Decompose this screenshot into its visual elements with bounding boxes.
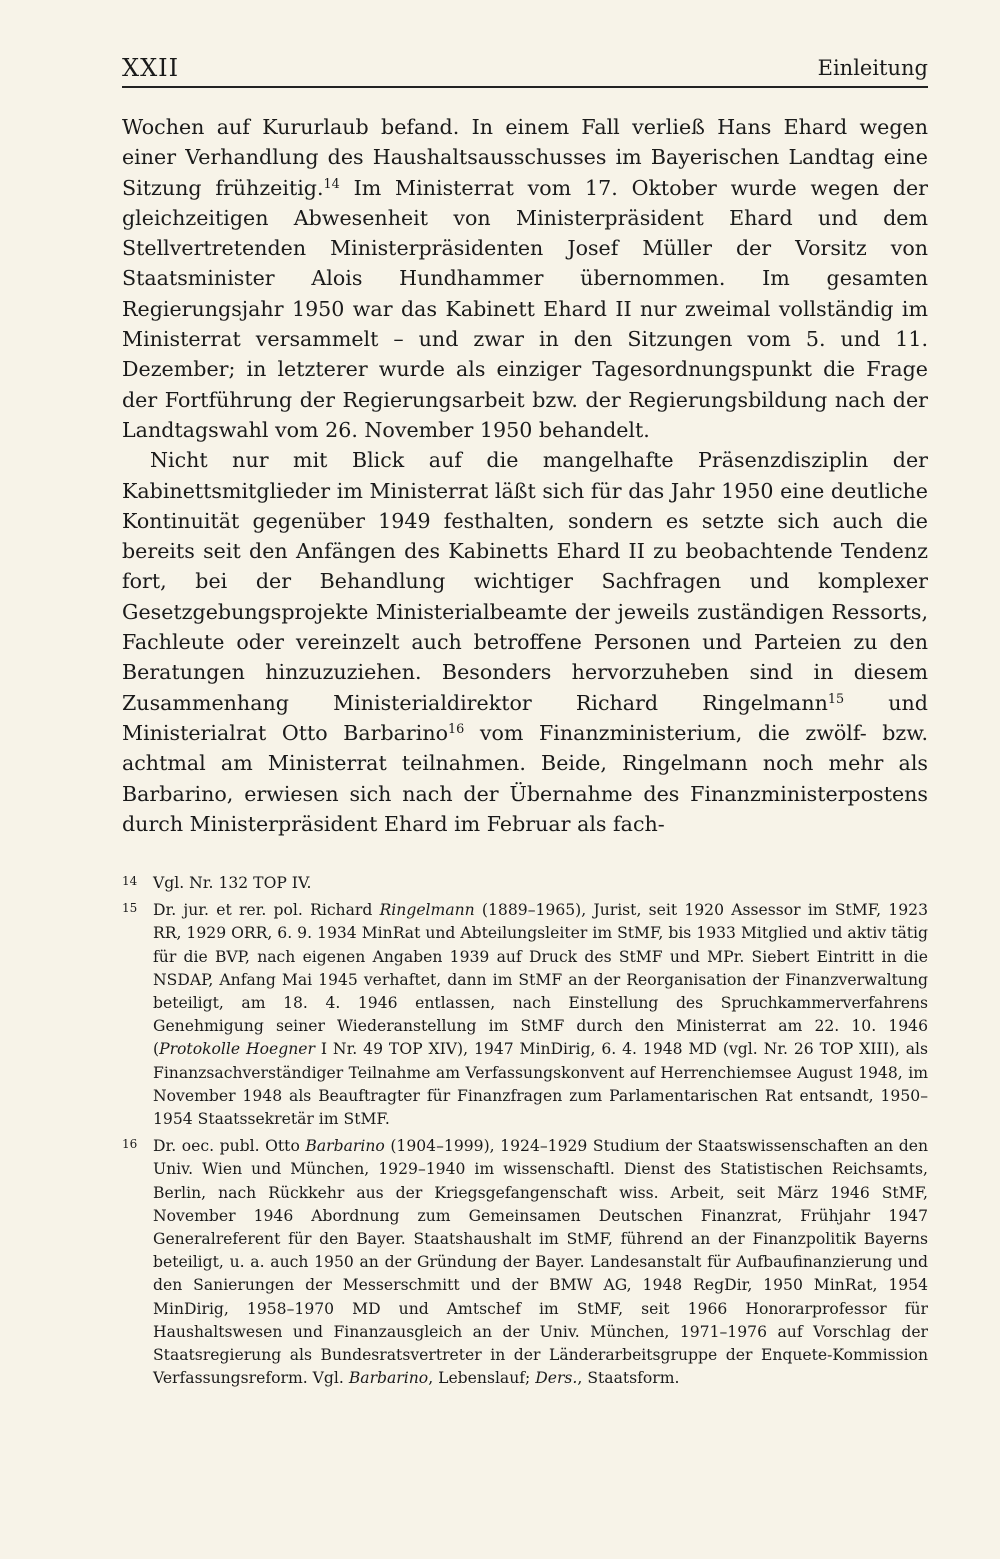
running-title: Einleitung [817,56,928,80]
footnote-16-citation: Ders. [535,1369,578,1388]
page-number: XXII [122,54,180,82]
footnote-15-name: Ringelmann [379,901,475,920]
footnote-mark-16: 16 [122,1137,138,1152]
footnotes [122,872,928,1394]
paragraph-2 [122,445,928,839]
footnote-15 [122,899,928,1131]
footnote-15-text-a: Dr. jur. et rer. pol. Richard [153,901,380,920]
footnote-ref-14: 14 [323,176,340,192]
footnote-ref-16: 16 [448,721,465,737]
footnote-mark-15: 15 [122,901,138,916]
footnote-14-text: Vgl. Nr. 132 TOP IV. [153,874,312,892]
footnote-16-text-a: Dr. oec. publ. Otto [153,1137,306,1156]
footnote-16-text-c: , Lebenslauf; [428,1369,536,1388]
page-header [122,50,928,88]
paragraph-2-text-b: und Ministerialrat Otto Barbarino [122,690,928,745]
paragraph-1 [122,112,928,445]
footnote-16-name-2: Barbarino [348,1369,429,1388]
paragraph-2-text-a: Nicht nur mit Blick auf die mangelhafte Präsenzdisziplin der Kabinettsmitglieder im Ministerrat läßt sich für das Jahr 1950 eine deutliche Kontinuität gegenüber 1949 festhalten, sondern es setzte sich auch die bereits seit den Anfängen des Kabinetts Ehard II zu beobachtende Tendenz fort, bei der Behandlung wichtiger Sachfragen und komplexer Gesetzgebungsprojekte Ministerialbeamte der jeweils zuständigen Ressorts, Fachleute oder vereinzelt auch betroffene Personen und Parteien zu den Beratungen hinzuzuziehen. Besonders hervorzuheben sind in diesem Zusammenhang Ministerialdirektor Richard Ringelmann [122,448,928,715]
footnote-15-citation: Protokolle Hoegner [159,1040,315,1059]
footnote-15-text-c: I Nr. 49 TOP XIV), 1947 MinDirig, 6. 4. 1948 MD (vgl. Nr. 26 TOP XIII), als Finanzsachverständiger Teilnahme am Verfassungskonvent auf Herrenchiemsee August 1948, im November 1948 als Beauftragter für Finanzfragen zum Parlamentarischen Rat entsandt, 1950–1954 Staatssekretär im StMF. [153,1040,928,1129]
paragraph-1-text-b: Im Ministerrat vom 17. Oktober wurde wegen der gleichzeitigen Abwesenheit von Ministerpräsident Ehard und dem Stellvertretenden Ministerpräsidenten Josef Müller der Vorsitz von Staatsminister Alois Hundhammer übernommen. Im gesamten Regierungsjahr 1950 war das Kabinett Ehard II nur zweimal vollständig im Ministerrat versammelt – und zwar in den Sitzungen vom 5. und 11. Dezember; in letzterer wurde als einziger Tagesordnungspunkt die Frage der Fortführung der Regierungsarbeit bzw. der Regierungsbildung nach der Landtagswahl vom 26. November 1950 behandelt. [122,175,928,442]
paragraph-2-text-c: vom Finanzministerium, die zwölf- bzw. achtmal am Ministerrat teilnahmen. Beide, Ringelmann noch mehr als Barbarino, erwiesen sich nach der Übernahme des Finanzministerpostens durch Ministerpräsident Ehard im Februar als fach- [122,720,928,836]
footnote-16-text-b: (1904–1999), 1924–1929 Studium der Staatswissenschaften an den Univ. Wien und München, 1929–1940 im wissenschaftl. Dienst des Statistischen Reichsamts, Berlin, nach Rückkehr aus der Kriegsgefangenschaft wiss. Arbeit, seit März 1946 StMF, November 1946 Abordnung zum Gemeinsamen Deutschen Finanzrat, Frühjahr 1947 Generalreferent für den Bayer. Staatshaushalt im StMF, führend an der Finanzpolitik Bayerns beteiligt, u. a. auch 1950 an der Gründung der Bayer. Landesanstalt für Aufbaufinanzierung und den Sanierungen der Messerschmitt und der BMW AG, 1948 RegDir, 1950 MinRat, 1954 MinDirig, 1958–1970 MD und Amtschef im StMF, seit 1966 Honorarprofessor für Haushaltswesen und Finanzausgleich an der Univ. München, 1971–1976 auf Vorschlag der Staatsregierung als Bundesratsvertreter in der Länderarbeitsgruppe der Enquete-Kommission Verfassungsreform. Vgl. [153,1137,928,1388]
footnote-16-text-d: , Staatsform. [577,1369,680,1388]
footnote-16-name: Barbarino [305,1137,385,1156]
paragraph-1-text-a: Wochen auf Kururlaub befand. In einem Fall verließ Hans Ehard wegen einer Verhandlung des Haushaltsausschusses im Bayerischen Landtag eine Sitzung frühzeitig. [122,115,928,200]
footnote-mark-14: 14 [122,874,138,888]
footnote-ref-15: 15 [827,691,845,707]
footnote-15-text-b: (1889–1965), Jurist, seit 1920 Assessor im StMF, 1923 RR, 1929 ORR, 6. 9. 1934 MinRat und Abteilungsleiter im StMF, bis 1933 Mitglied und aktiv tätig für die BVP, nach eigenen Angaben 1939 auf Druck des StMF und MPr. Siebert Eintritt in die NSDAP, Anfang Mai 1945 verhaftet, dann im StMF an der Reorganisation der Finanzverwaltung beteiligt, am 18. 4. 1946 entlassen, nach Einstellung des Spruchkammerverfahrens Genehmigung seiner Wiederanstellung im StMF durch den Ministerrat am 22. 10. 1946 ( [153,901,928,1059]
main-text [122,112,928,839]
footnote-16 [122,1135,928,1390]
footnote-14 [122,872,928,895]
